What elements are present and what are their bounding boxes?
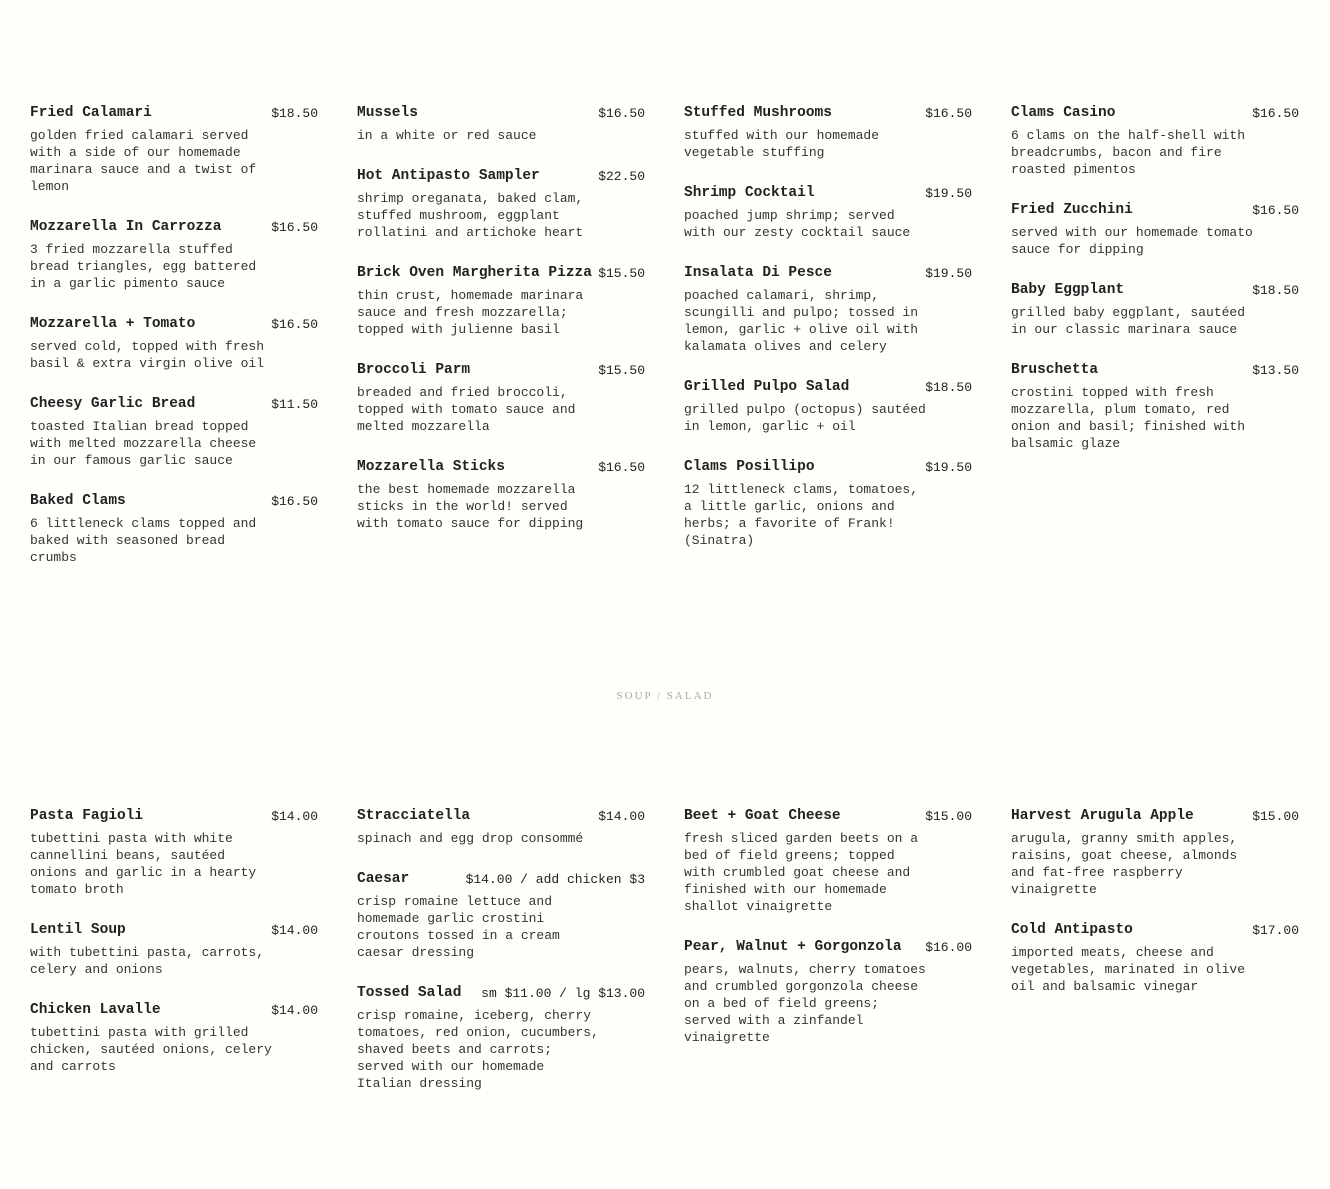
menu-item-header	[357, 871, 645, 888]
item-price: $16.00	[925, 940, 972, 955]
item-price: $16.50	[271, 317, 318, 332]
menu-item-header	[1011, 922, 1299, 939]
menu-column	[357, 808, 645, 1092]
menu-item	[30, 1002, 318, 1075]
menu-item-header	[357, 362, 645, 379]
menu-item	[30, 396, 318, 469]
menu-item	[684, 808, 972, 915]
menu-item	[30, 808, 318, 898]
item-price: $19.50	[925, 186, 972, 201]
menu-item	[684, 105, 972, 161]
item-price: $14.00	[271, 1003, 318, 1018]
menu-item-header	[684, 939, 972, 956]
item-name: Beet + Goat Cheese	[684, 808, 841, 824]
item-name: Broccoli Parm	[357, 362, 471, 378]
menu-column	[684, 105, 972, 549]
menu-item	[30, 493, 318, 566]
item-price: $19.50	[925, 460, 972, 475]
item-description: golden fried calamari served with a side of our homemade marinara sauce and a twist of lemon	[30, 128, 257, 194]
item-name: Hot Antipasto Sampler	[357, 168, 540, 184]
item-name: Harvest Arugula Apple	[1011, 808, 1194, 824]
menu-item	[357, 808, 645, 847]
item-price: $18.50	[1252, 283, 1299, 298]
item-price: $15.00	[1252, 809, 1299, 824]
menu-item-header	[357, 105, 645, 122]
item-description: fresh sliced garden beets on a bed of field greens; topped with crumbled goat cheese and finished with our homemade shallot vinaigrette	[684, 831, 919, 914]
item-price: sm $11.00 / lg $13.00	[481, 986, 645, 1001]
item-description: 6 littleneck clams topped and baked with seasoned bread crumbs	[30, 516, 257, 565]
item-name: Caesar	[357, 871, 410, 887]
item-name: Baked Clams	[30, 493, 126, 509]
item-name: Mozzarella + Tomato	[30, 316, 196, 332]
item-description: the best homemade mozzarella sticks in the world! served with tomato sauce for dipping	[357, 482, 584, 531]
item-price: $16.50	[598, 106, 645, 121]
item-name: Stracciatella	[357, 808, 471, 824]
item-price: $18.50	[271, 106, 318, 121]
item-description: grilled pulpo (octopus) sautéed in lemon, garlic + oil	[684, 402, 926, 434]
item-description: grilled baby eggplant, sautéed in our classic marinara sauce	[1011, 305, 1246, 337]
item-name: Clams Casino	[1011, 105, 1116, 121]
item-name: Mussels	[357, 105, 418, 121]
menu-item-header	[1011, 105, 1299, 122]
item-description: stuffed with our homemade vegetable stuffing	[684, 128, 880, 160]
menu-item-header	[357, 265, 645, 282]
item-price: $15.50	[598, 266, 645, 281]
menu-column	[30, 808, 318, 1075]
menu-item-header	[684, 105, 972, 122]
item-description: 6 clams on the half-shell with breadcrumbs, bacon and fire roasted pimentos	[1011, 128, 1246, 177]
item-name: Pear, Walnut + Gorgonzola	[684, 939, 902, 955]
item-price: $16.50	[925, 106, 972, 121]
menu-item	[1011, 282, 1299, 338]
item-description: 3 fried mozzarella stuffed bread triangles, egg battered in a garlic pimento sauce	[30, 242, 257, 291]
menu-item	[30, 105, 318, 195]
item-price: $19.50	[925, 266, 972, 281]
item-price: $16.50	[271, 220, 318, 235]
menu-item-header	[684, 265, 972, 282]
item-name: Baby Eggplant	[1011, 282, 1125, 298]
item-description: crostini topped with fresh mozzarella, plum tomato, red onion and basil; finished with balsamic glaze	[1011, 385, 1246, 451]
item-name: Chicken Lavalle	[30, 1002, 161, 1018]
item-description: pears, walnuts, cherry tomatoes and crumbled gorgonzola cheese on a bed of field greens; served with a zinfandel vinaigrette	[684, 962, 926, 1045]
menu-item	[357, 265, 645, 338]
item-name: Tossed Salad	[357, 985, 462, 1001]
item-name: Fried Calamari	[30, 105, 152, 121]
item-description: imported meats, cheese and vegetables, marinated in olive oil and balsamic vinegar	[1011, 945, 1246, 994]
menu-item	[357, 105, 645, 144]
item-price: $14.00 / add chicken $3	[465, 872, 645, 887]
soup-salad-section	[30, 808, 1300, 1092]
menu-item-header	[30, 1002, 318, 1019]
menu-item	[684, 185, 972, 241]
menu-item-header	[30, 316, 318, 333]
menu-item	[30, 316, 318, 372]
item-name: Lentil Soup	[30, 922, 126, 938]
item-price: $11.50	[271, 397, 318, 412]
menu-column	[30, 105, 318, 566]
menu-item-header	[1011, 282, 1299, 299]
menu-item	[1011, 808, 1299, 898]
menu-item	[1011, 362, 1299, 452]
menu-item	[1011, 202, 1299, 258]
menu-item-header	[357, 985, 645, 1002]
item-description: arugula, granny smith apples, raisins, goat cheese, almonds and fat-free raspberry vinaigrette	[1011, 831, 1238, 897]
menu-item	[684, 459, 972, 549]
item-name: Pasta Fagioli	[30, 808, 144, 824]
item-name: Shrimp Cocktail	[684, 185, 815, 201]
item-price: $16.50	[1252, 203, 1299, 218]
item-price: $22.50	[598, 169, 645, 184]
item-name: Cold Antipasto	[1011, 922, 1133, 938]
item-description: crisp romaine, iceberg, cherry tomatoes, red onion, cucumbers, shaved beets and carrots; served with our homemade Italian dressing	[357, 1008, 599, 1091]
item-name: Stuffed Mushrooms	[684, 105, 832, 121]
item-name: Cheesy Garlic Bread	[30, 396, 196, 412]
item-description: shrimp oreganata, baked clam, stuffed mushroom, eggplant rollatini and artichoke heart	[357, 191, 584, 240]
item-description: thin crust, homemade marinara sauce and fresh mozzarella; topped with julienne basil	[357, 288, 584, 337]
item-description: tubettini pasta with white cannellini beans, sautéed onions and garlic in a hearty tomato broth	[30, 831, 257, 897]
item-description: poached calamari, shrimp, scungilli and pulpo; tossed in lemon, garlic + olive oil with kalamata olives and celery	[684, 288, 919, 354]
menu-item	[684, 265, 972, 355]
item-description: tubettini pasta with grilled chicken, sautéed onions, celery and carrots	[30, 1025, 272, 1074]
item-description: with tubettini pasta, carrots, celery and onions	[30, 945, 265, 977]
item-description: served with our homemade tomato sauce for dipping	[1011, 225, 1253, 257]
item-price: $13.50	[1252, 363, 1299, 378]
appetizers-section	[30, 105, 1300, 566]
item-description: in a white or red sauce	[357, 128, 537, 143]
menu-item	[684, 379, 972, 435]
menu-item	[357, 985, 645, 1092]
menu-item	[357, 168, 645, 241]
item-name: Mozzarella Sticks	[357, 459, 505, 475]
item-price: $16.50	[271, 494, 318, 509]
menu-column	[1011, 808, 1299, 995]
item-price: $16.50	[598, 460, 645, 475]
item-name: Bruschetta	[1011, 362, 1099, 378]
item-name: Mozzarella In Carrozza	[30, 219, 222, 235]
item-description: poached jump shrimp; served with our zesty cocktail sauce	[684, 208, 911, 240]
menu-item-header	[357, 168, 645, 185]
item-price: $14.00	[598, 809, 645, 824]
item-name: Insalata Di Pesce	[684, 265, 832, 281]
menu-item	[357, 362, 645, 435]
item-price: $14.00	[271, 923, 318, 938]
menu-column	[684, 808, 972, 1046]
menu-item	[684, 939, 972, 1046]
menu-item	[357, 871, 645, 961]
item-description: toasted Italian bread topped with melted mozzarella cheese in our famous garlic sauce	[30, 419, 257, 468]
item-price: $14.00	[271, 809, 318, 824]
item-price: $17.00	[1252, 923, 1299, 938]
menu-item-header	[30, 922, 318, 939]
item-price: $16.50	[1252, 106, 1299, 121]
item-name: Fried Zucchini	[1011, 202, 1133, 218]
menu-item-header	[1011, 808, 1299, 825]
menu-item-header	[684, 185, 972, 202]
menu-item-header	[684, 808, 972, 825]
menu-item-header	[30, 808, 318, 825]
item-description: breaded and fried broccoli, topped with tomato sauce and melted mozzarella	[357, 385, 576, 434]
menu-item-header	[30, 219, 318, 236]
item-price: $18.50	[925, 380, 972, 395]
menu-item	[1011, 922, 1299, 995]
menu-item	[30, 922, 318, 978]
menu-item-header	[1011, 202, 1299, 219]
item-price: $15.00	[925, 809, 972, 824]
menu-item-header	[30, 493, 318, 510]
item-price: $15.50	[598, 363, 645, 378]
menu-item-header	[30, 396, 318, 413]
menu-item-header	[30, 105, 318, 122]
item-name: Clams Posillipo	[684, 459, 815, 475]
menu-item-header	[1011, 362, 1299, 379]
menu-item-header	[357, 459, 645, 476]
menu-item	[30, 219, 318, 292]
item-name: Grilled Pulpo Salad	[684, 379, 850, 395]
item-description: 12 littleneck clams, tomatoes, a little garlic, onions and herbs; a favorite of Frank! (Sinatra)	[684, 482, 919, 548]
item-name: Brick Oven Margherita Pizza	[357, 265, 592, 281]
item-description: spinach and egg drop consommé	[357, 831, 584, 846]
menu-item	[1011, 105, 1299, 178]
menu-column	[1011, 105, 1299, 452]
item-description: served cold, topped with fresh basil & extra virgin olive oil	[30, 339, 265, 371]
menu-item-header	[684, 459, 972, 476]
menu-item-header	[357, 808, 645, 825]
menu-item-header	[684, 379, 972, 396]
section-heading-soup-salad: SOUP / SALAD	[616, 690, 714, 702]
item-description: crisp romaine lettuce and homemade garlic crostini croutons tossed in a cream caesar dressing	[357, 894, 560, 960]
menu-column	[357, 105, 645, 532]
menu-item	[357, 459, 645, 532]
